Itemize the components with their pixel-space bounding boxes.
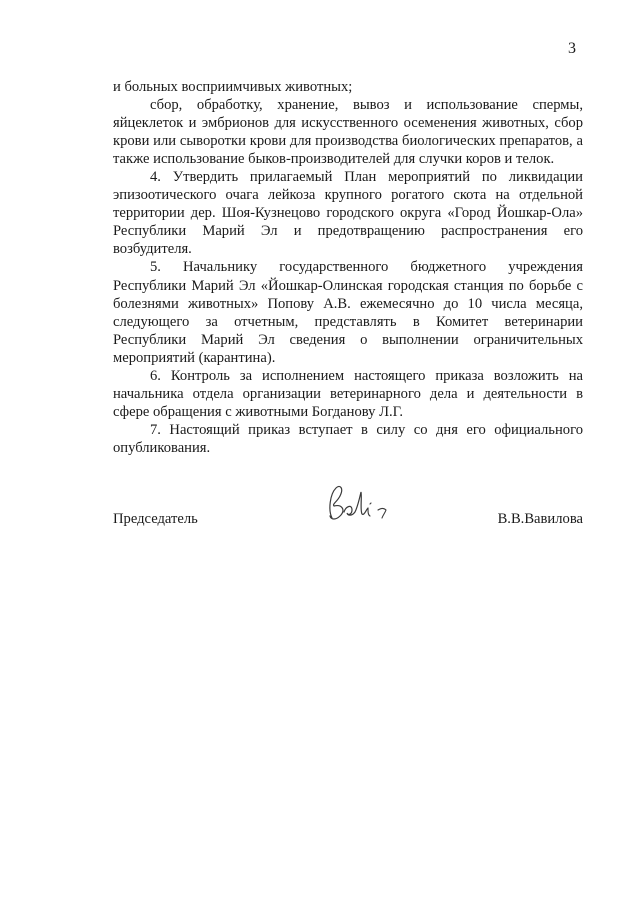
paragraph-item-6: 6. Контроль за исполнением настоящего приказа возложить на начальника отдела организации ветеринарного дела и деятельности в сфере обращения с животными Богданову Л.Г. xyxy=(113,367,583,420)
paragraph-semen-collection: сбор, обработку, хранение, вывоз и использование спермы, яйцеклеток и эмбрионов для искусственного осеменения животных, сбор крови или сыворотки крови для производства биологических препаратов, а также использование быков-производителей для случки коров и телок. xyxy=(113,97,583,168)
paragraph-item-5: 5. Начальнику государственного бюджетного учреждения Республики Марий Эл «Йошкар-Олинская городская станция по борьбе с болезнями животных» Попову А.В. ежемесячно до 10 числа месяца, следующего за отчетным, представлять в Комитет ветеринарии Республики Марий Эл сведения о выполнении ограничительных мероприятий (карантина). xyxy=(113,259,583,366)
page-number: 3 xyxy=(568,40,576,57)
paragraph-continuation: и больных восприимчивых животных; xyxy=(113,79,353,95)
signatory-name: В.В.Вавилова xyxy=(497,511,583,527)
paragraph-item-7: 7. Настоящий приказ вступает в силу со дня его официального опубликования. xyxy=(113,421,583,456)
handwritten-signature xyxy=(318,480,393,530)
paragraph-item-4: 4. Утвердить прилагаемый План мероприятий по ликвидации эпизоотического очага лейкоза крупного рогатого скота на отдельной территории дер. Шоя-Кузнецово городского округа «Город Йошкар-Ола» Республики Марий Эл и предотвращению распространения его возбудителя. xyxy=(113,169,583,258)
document-body xyxy=(113,78,583,457)
signature-block xyxy=(113,480,583,530)
signatory-title: Председатель xyxy=(113,511,198,527)
